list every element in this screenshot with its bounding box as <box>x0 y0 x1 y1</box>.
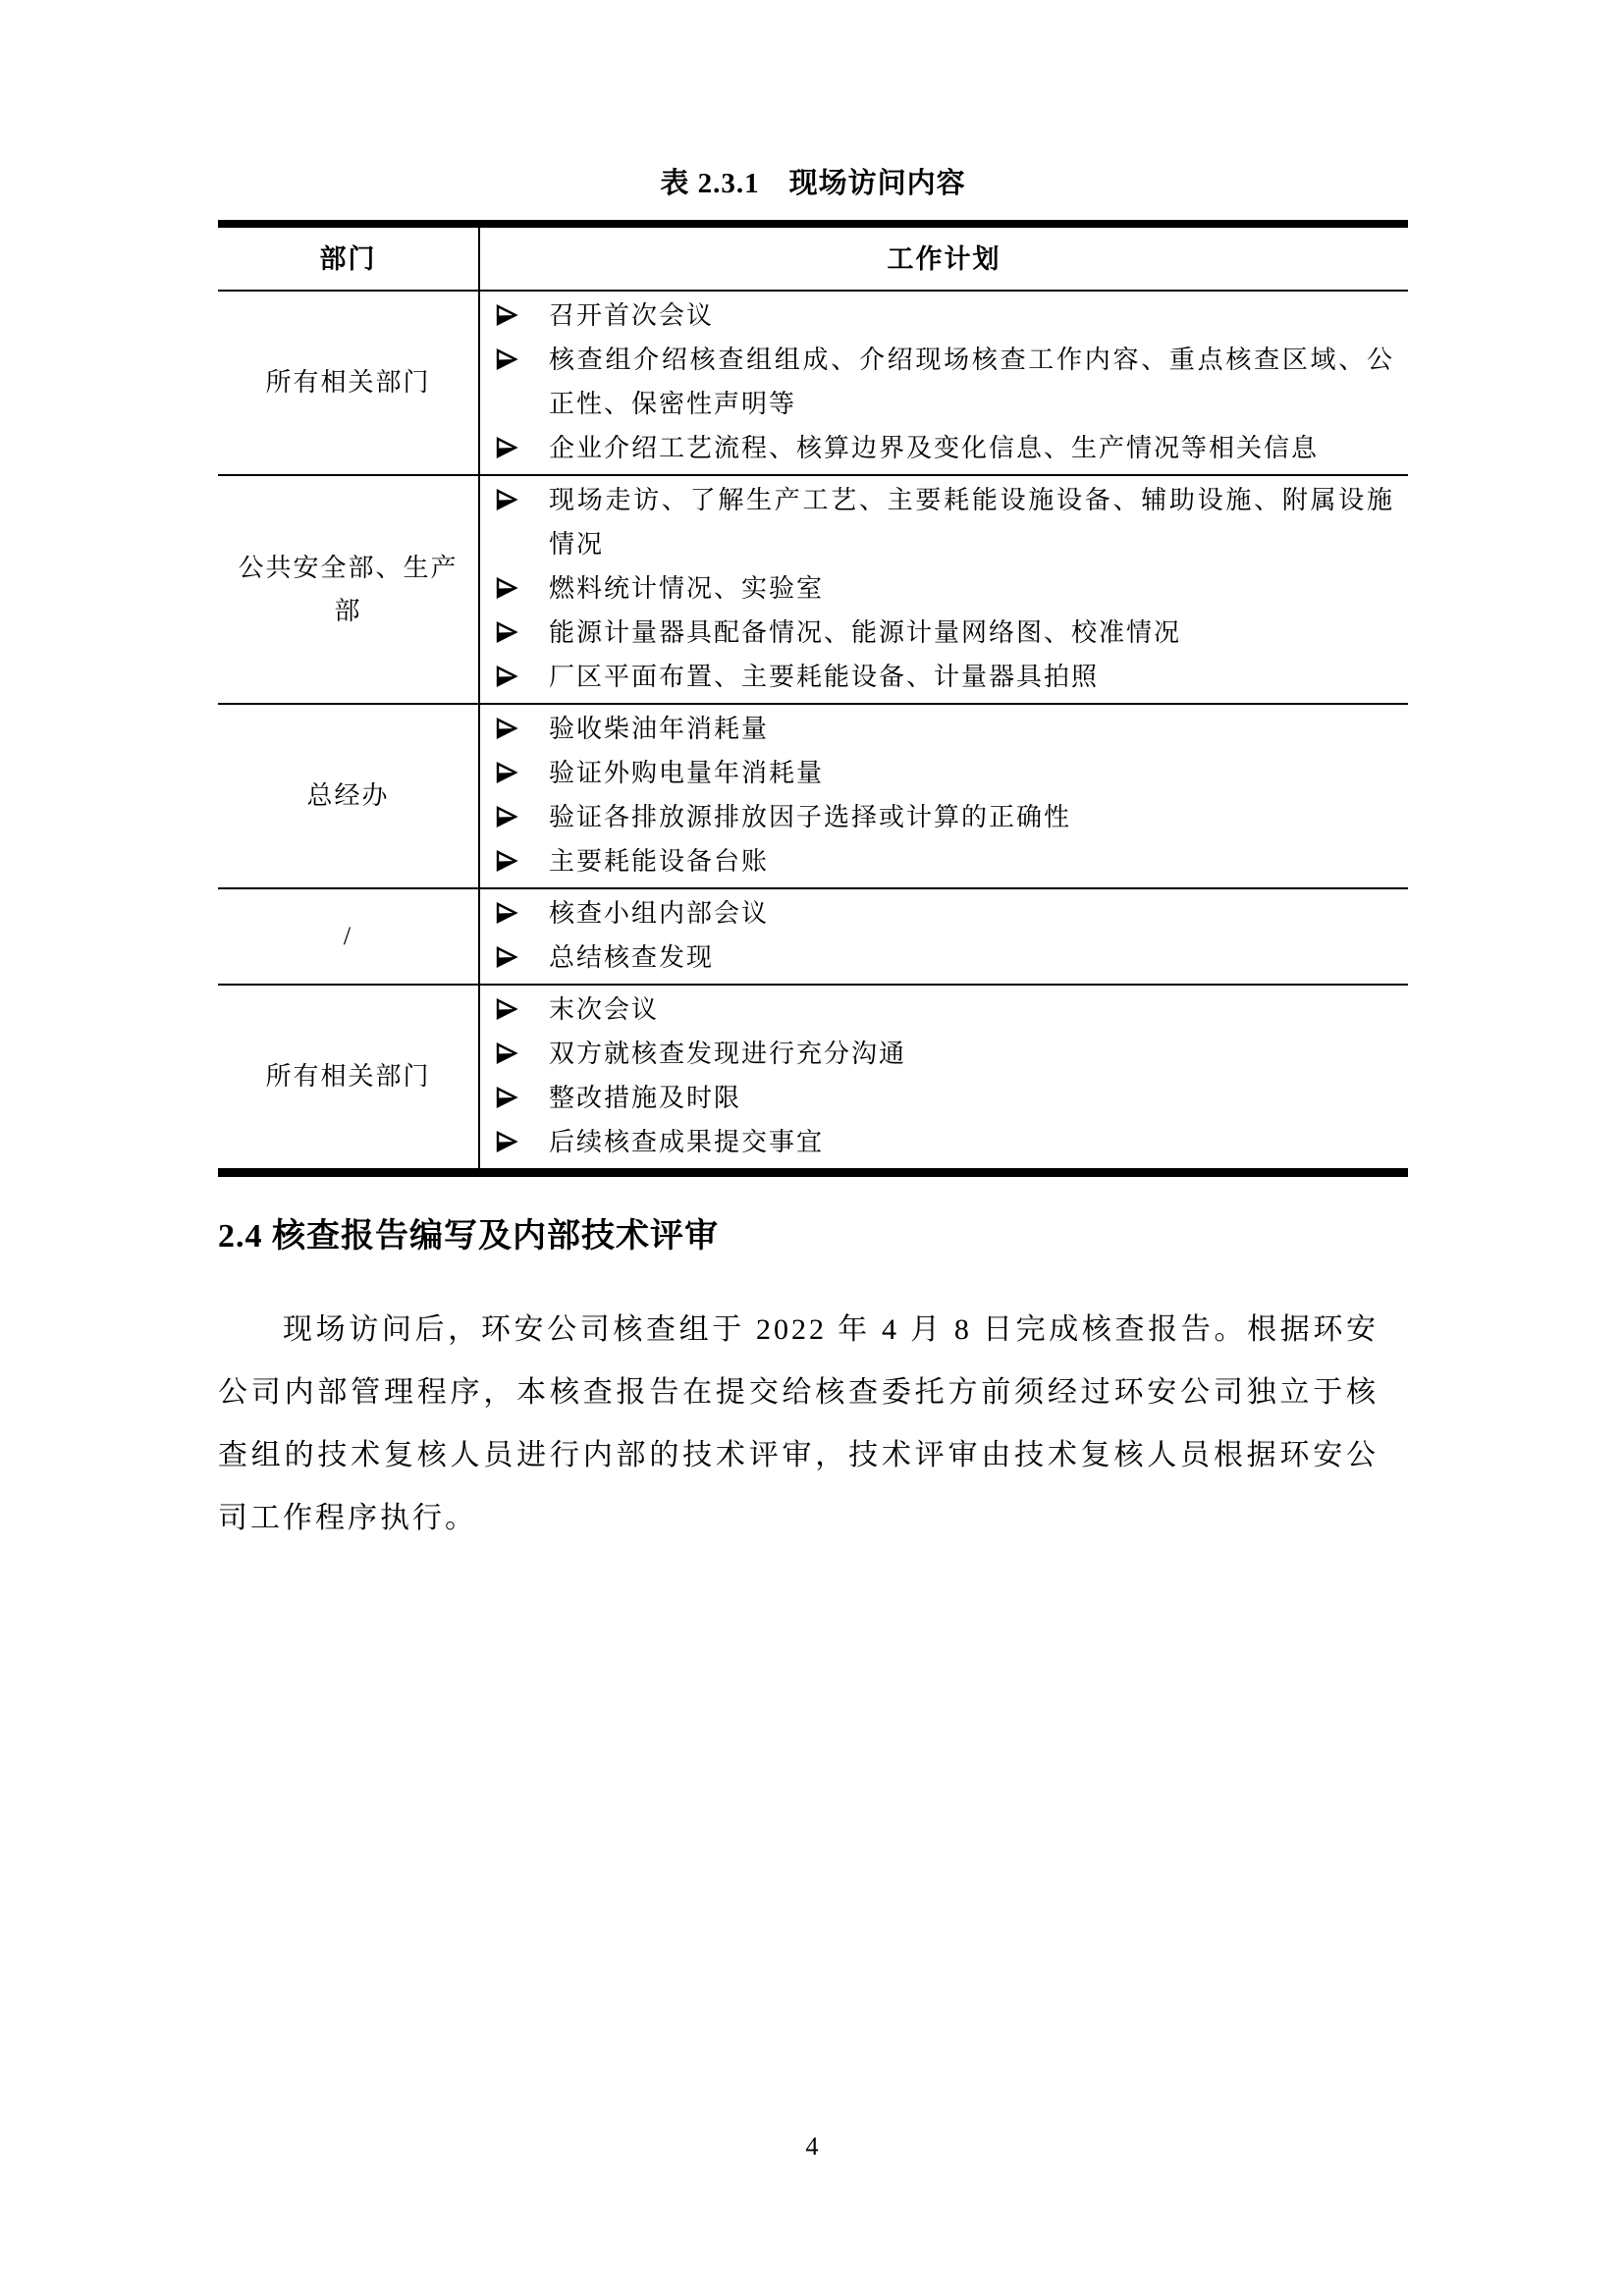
bullet-arrow-icon <box>495 988 549 1020</box>
work-plan-item <box>480 338 1408 426</box>
bullet-arrow-icon <box>495 751 549 783</box>
table-header-row <box>218 228 1408 292</box>
department-cell: 所有相关部门 <box>218 292 480 474</box>
work-plan-item-text: 后续核查成果提交事宜 <box>549 1128 825 1156</box>
bullet-arrow-icon <box>495 566 549 599</box>
work-plan-cell <box>480 889 1408 984</box>
department-cell: 所有相关部门 <box>218 986 480 1168</box>
bullet-arrow-icon <box>495 655 549 687</box>
bullet-arrow-icon <box>495 426 549 458</box>
work-plan-item <box>480 707 1408 751</box>
work-plan-item-text: 厂区平面布置、主要耗能设备、计量器具拍照 <box>549 663 1100 691</box>
work-plan-item-text: 整改措施及时限 <box>549 1084 742 1112</box>
work-plan-item <box>480 478 1408 566</box>
bullet-arrow-icon <box>495 1120 549 1152</box>
bullet-arrow-icon <box>495 611 549 643</box>
work-plan-item-text: 能源计量器具配备情况、能源计量网络图、校准情况 <box>549 618 1182 647</box>
bullet-arrow-icon <box>495 294 549 326</box>
bullet-arrow-icon <box>495 795 549 828</box>
department-cell: 公共安全部、生产部 <box>218 476 480 703</box>
work-plan-item <box>480 294 1408 338</box>
page-content <box>218 0 1408 1550</box>
work-plan-item <box>480 795 1408 839</box>
work-plan-item-text: 召开首次会议 <box>549 301 715 330</box>
work-plan-item <box>480 1076 1408 1120</box>
work-plan-item <box>480 611 1408 655</box>
work-plan-item <box>480 1032 1408 1076</box>
department-cell: 总经办 <box>218 705 480 887</box>
work-plan-item-text: 企业介绍工艺流程、核算边界及变化信息、生产情况等相关信息 <box>549 434 1320 462</box>
work-plan-item-text: 燃料统计情况、实验室 <box>549 574 825 603</box>
work-plan-item-text: 双方就核查发现进行充分沟通 <box>549 1040 907 1068</box>
work-plan-item-text: 验收柴油年消耗量 <box>549 715 770 743</box>
table-row <box>218 986 1408 1168</box>
bullet-arrow-icon <box>495 338 549 370</box>
table-row <box>218 292 1408 476</box>
work-plan-item <box>480 566 1408 611</box>
work-plan-item <box>480 751 1408 795</box>
table-row <box>218 889 1408 986</box>
table-row <box>218 705 1408 889</box>
work-plan-item-text: 核查组介绍核查组组成、介绍现场核查工作内容、重点核查区域、公正性、保密性声明等 <box>549 346 1394 418</box>
work-plan-item <box>480 891 1408 935</box>
bullet-arrow-icon <box>495 1032 549 1064</box>
page-number: 4 <box>805 2132 819 2161</box>
bullet-arrow-icon <box>495 839 549 872</box>
work-plan-cell <box>480 292 1408 474</box>
department-cell: / <box>218 889 480 984</box>
table-row <box>218 476 1408 705</box>
work-plan-item <box>480 839 1408 883</box>
bullet-arrow-icon <box>495 478 549 510</box>
work-plan-item <box>480 935 1408 980</box>
column-header-department: 部门 <box>218 228 480 290</box>
bullet-arrow-icon <box>495 707 549 739</box>
work-plan-cell <box>480 705 1408 887</box>
work-plan-item-text: 主要耗能设备台账 <box>549 847 770 876</box>
bullet-arrow-icon <box>495 1076 549 1108</box>
work-plan-item-text: 验证各排放源排放因子选择或计算的正确性 <box>549 803 1072 831</box>
work-plan-item <box>480 988 1408 1032</box>
site-visit-table <box>218 220 1408 1177</box>
work-plan-item-text: 总结核查发现 <box>549 943 715 972</box>
work-plan-item <box>480 426 1408 470</box>
work-plan-item-text: 核查小组内部会议 <box>549 899 770 928</box>
work-plan-item-text: 验证外购电量年消耗量 <box>549 759 825 787</box>
work-plan-cell <box>480 476 1408 703</box>
column-header-work-plan: 工作计划 <box>887 243 1001 274</box>
work-plan-item <box>480 655 1408 699</box>
bullet-arrow-icon <box>495 891 549 924</box>
section-heading: 2.4 核查报告编写及内部技术评审 <box>218 1218 719 1255</box>
bullet-arrow-icon <box>495 935 549 968</box>
table-caption: 表 2.3.1 现场访问内容 <box>660 168 966 199</box>
work-plan-cell <box>480 986 1408 1168</box>
work-plan-item-text: 现场走访、了解生产工艺、主要耗能设施设备、辅助设施、附属设施情况 <box>549 486 1394 559</box>
work-plan-item-text: 末次会议 <box>549 995 660 1024</box>
section-paragraph: 现场访问后，环安公司核查组于 2022 年 4 月 8 日完成核查报告。根据环安公司内部管理程序，本核查报告在提交给核查委托方前须经过环安公司独立于核查组的技术复核人员进行内部的技术评审，技术评审由技术复核人员根据环安公司工作程序执行。 <box>218 1313 1379 1534</box>
work-plan-item <box>480 1120 1408 1164</box>
